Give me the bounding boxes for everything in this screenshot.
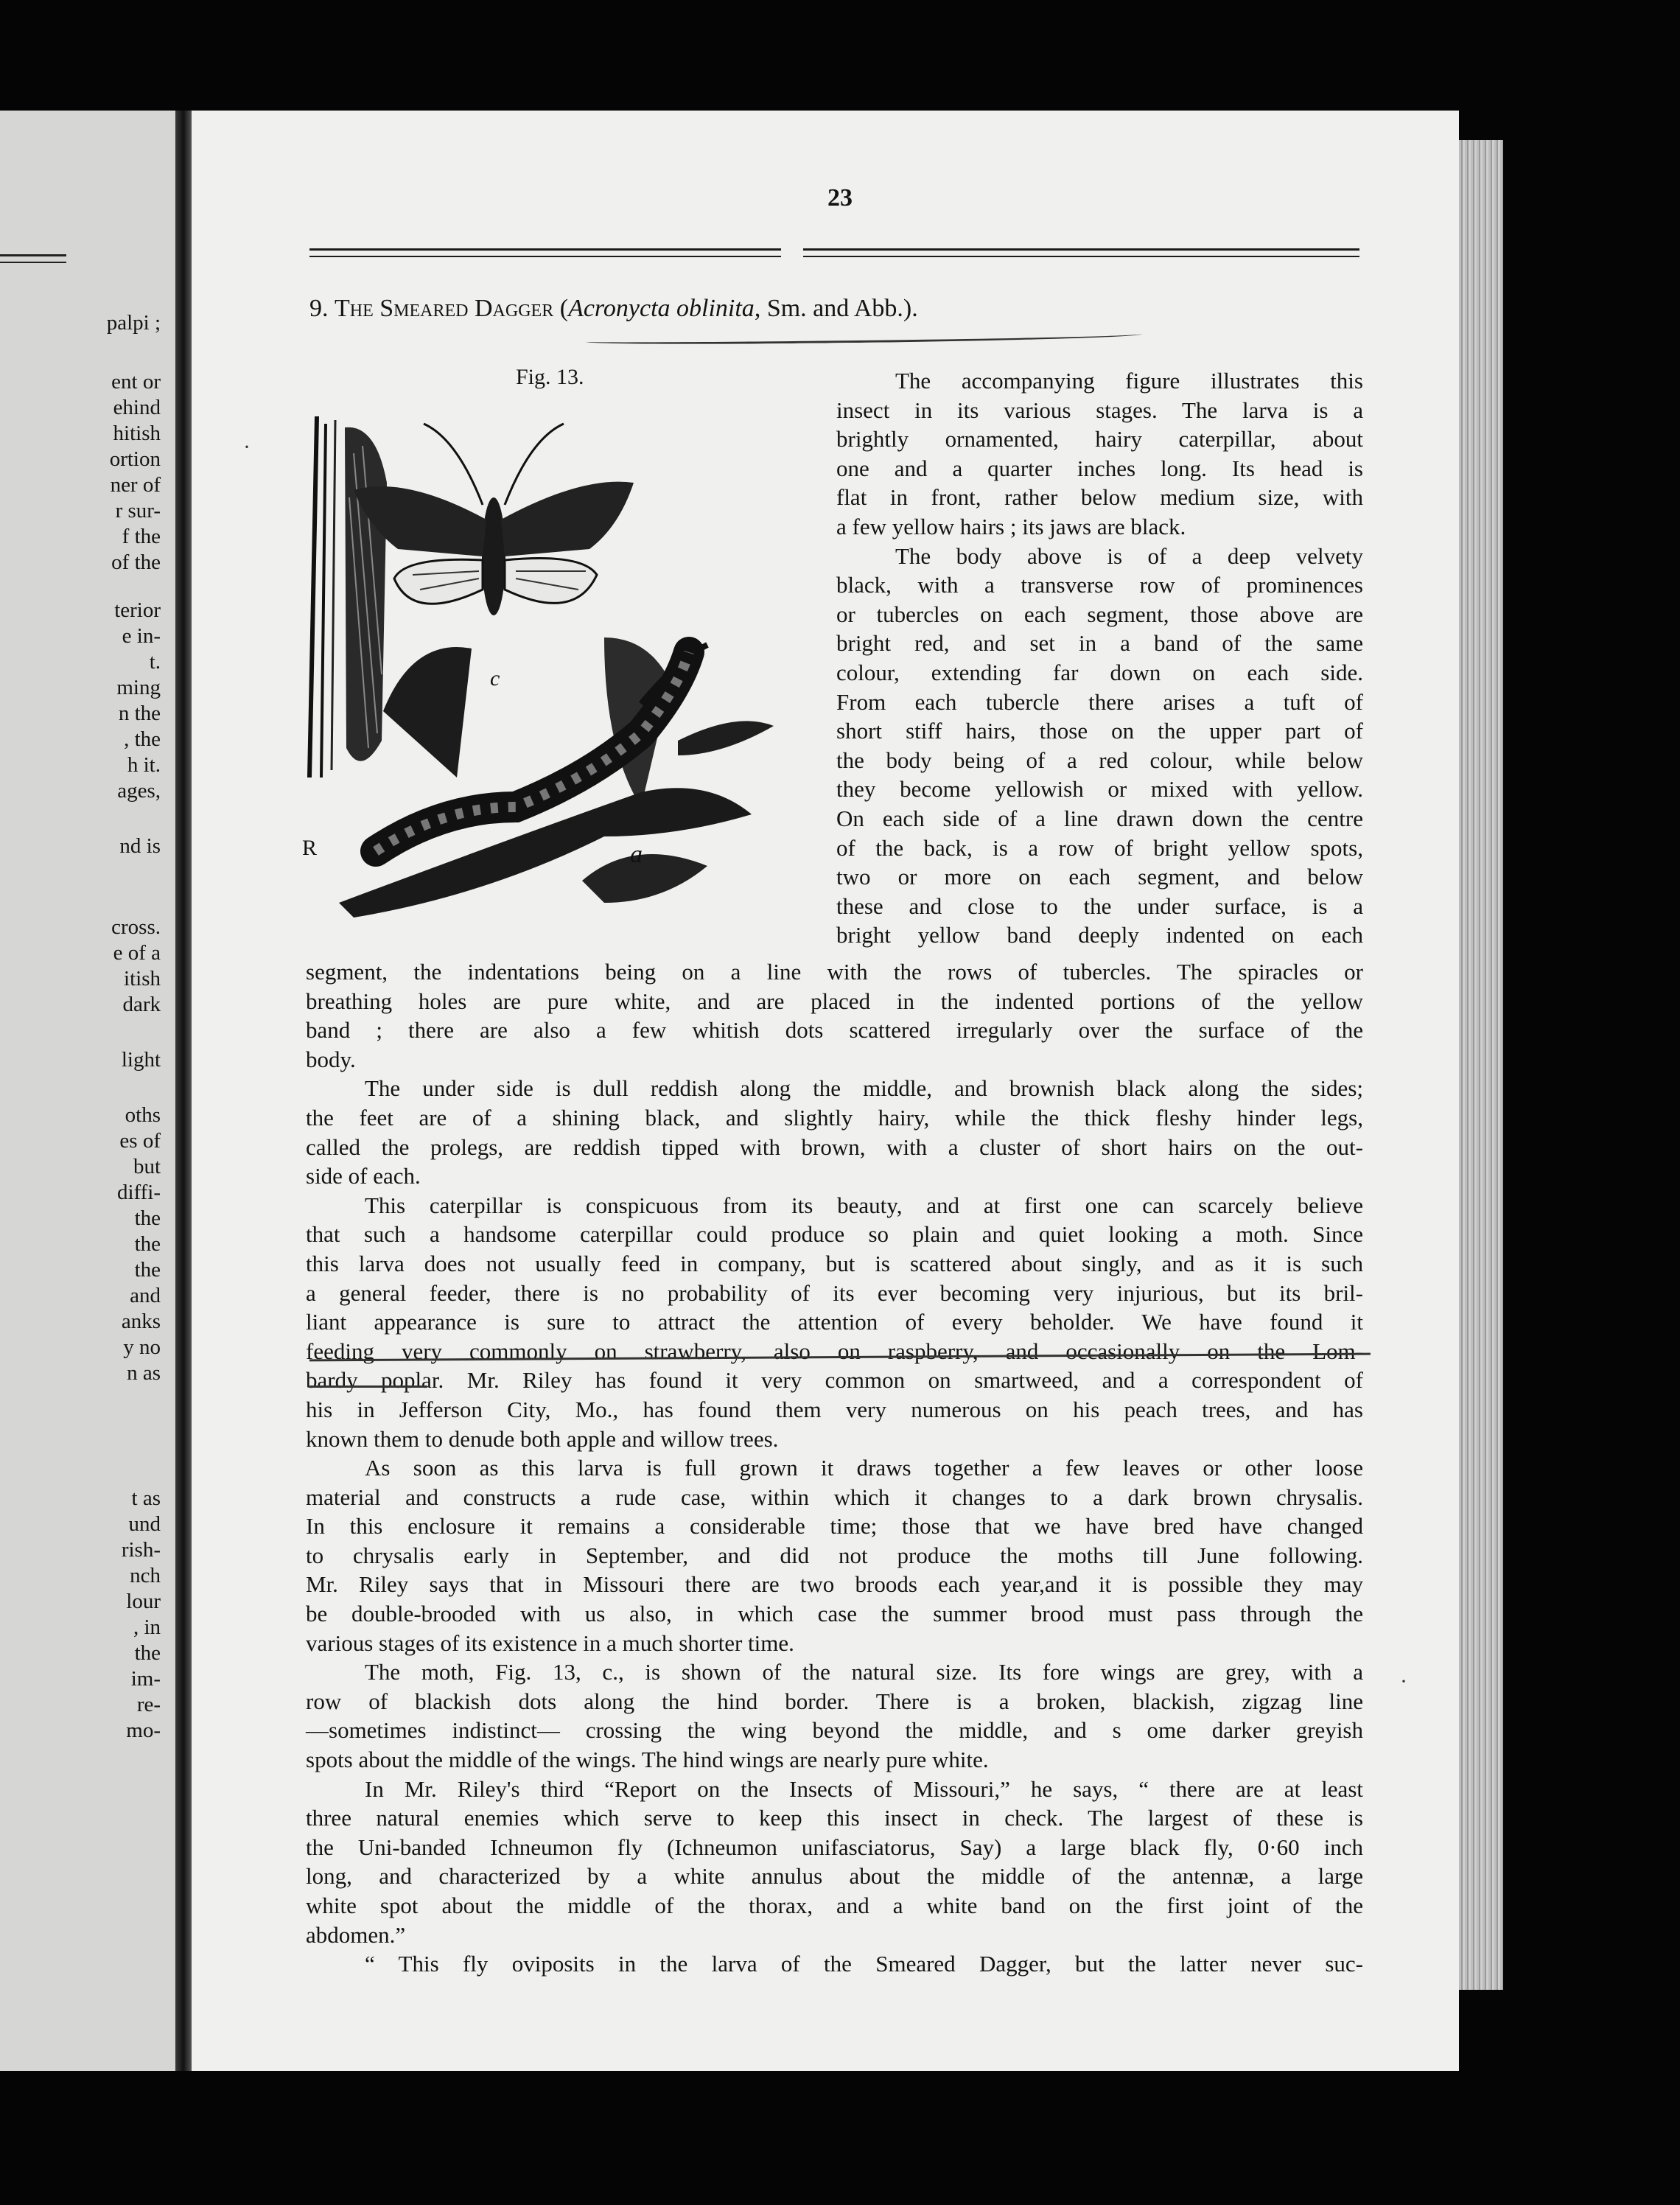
facing-page-text-fragment: anks bbox=[121, 1310, 161, 1333]
facing-page-text-fragment: ortion bbox=[109, 447, 161, 471]
latin-name: Acronycta oblinita bbox=[568, 295, 755, 322]
facing-page-rule bbox=[0, 262, 66, 263]
text-line: one and a quarter inches long. Its head is bbox=[836, 455, 1363, 481]
text-line: various stages of its existence in a much shorter time. bbox=[306, 1629, 794, 1656]
text-line: row of blackish dots along the hind border. There is a broken, blackish, zigzag line bbox=[306, 1688, 1363, 1714]
text-line: or tubercles on each segment, those above are bbox=[836, 601, 1363, 627]
section-name: The Smeared Dagger bbox=[335, 295, 554, 322]
engraver-monogram: R bbox=[302, 836, 318, 860]
text-line: “ This fly oviposits in the larva of the Smeared Dagger, but the latter never suc- bbox=[365, 1951, 1363, 1977]
section-number: 9. bbox=[309, 295, 329, 322]
facing-page-left bbox=[0, 111, 175, 2071]
text-line: white spot about the middle of the thorax, and a white band on the first joint of the bbox=[306, 1893, 1363, 1918]
text-line: liant appearance is sure to attract the attention of every beholder. We have found it bbox=[306, 1309, 1363, 1335]
text-line: bardy poplar. Mr. Riley has found it very common on smartweed, and a correspondent of bbox=[306, 1367, 1363, 1394]
text-line: body. bbox=[306, 1046, 356, 1072]
figure-13-illustration bbox=[295, 394, 811, 940]
facing-page-text-fragment: but bbox=[133, 1155, 161, 1178]
text-line: segment, the indentations being on a line with the rows of tubercles. The spiracles or bbox=[306, 959, 1363, 985]
margin-mark: · bbox=[1400, 1669, 1407, 1694]
text-block-full-width bbox=[306, 957, 1363, 1979]
text-line: material and constructs a rude case, within which it changes to a dark brown chrysalis. bbox=[306, 1484, 1363, 1510]
facing-page-text-fragment: r sur- bbox=[115, 499, 161, 523]
facing-page-text-fragment: ages, bbox=[117, 779, 161, 803]
text-line: Mr. Riley says that in Missouri there are two broods each year,and it is possible they may bbox=[306, 1571, 1363, 1598]
page-edges bbox=[1459, 140, 1503, 1990]
text-line: called the prolegs, are reddish tipped with brown, with a cluster of short hairs on the out- bbox=[306, 1133, 1363, 1160]
figure-letter-c: c bbox=[490, 666, 500, 691]
facing-page-text-fragment: dark bbox=[122, 993, 161, 1016]
text-line: a general feeder, there is no probability of its ever becoming very injurious, but its bril- bbox=[306, 1279, 1363, 1306]
text-line: colour, extending far down on each side. bbox=[836, 659, 1363, 685]
facing-page-text-fragment: the bbox=[134, 1232, 161, 1256]
facing-page-text-fragment: ehind bbox=[113, 396, 161, 419]
text-line: black, with a transverse row of prominences bbox=[836, 572, 1363, 598]
text-line: the Uni-banded Ichneumon fly (Ichneumon unifasciatorus, Say) a large black fly, 0·60 inch bbox=[306, 1834, 1363, 1860]
text-line: short stiff hairs, those on the upper part of bbox=[836, 718, 1363, 744]
text-line: From each tubercle there arises a tuft of bbox=[836, 688, 1363, 715]
facing-page-text-fragment: oths bbox=[125, 1103, 161, 1127]
book-gutter bbox=[175, 111, 192, 2071]
text-line: —sometimes indistinct— crossing the wing beyond the middle, and s ome darker greyish bbox=[306, 1717, 1363, 1744]
facing-page-text-fragment: hitish bbox=[113, 422, 161, 445]
facing-page-text-fragment: h it. bbox=[127, 753, 161, 777]
text-line: In Mr. Riley's third “Report on the Insects of Missouri,” he says, “ there are at least bbox=[365, 1775, 1363, 1802]
text-line: they become yellowish or mixed with yellow. bbox=[836, 776, 1363, 803]
facing-page-text-fragment: im- bbox=[130, 1667, 161, 1691]
facing-page-text-fragment: f the bbox=[122, 525, 161, 548]
text-line: On each side of a line drawn down the centre bbox=[836, 805, 1363, 831]
text-line: This caterpillar is conspicuous from its beauty, and at first one can scarcely believe bbox=[365, 1192, 1363, 1218]
text-line: these and close to the under surface, is a bbox=[836, 892, 1363, 919]
facing-page-text-fragment: lour bbox=[126, 1590, 161, 1613]
facing-page-text-fragment: diffi- bbox=[116, 1181, 161, 1204]
facing-page-text-fragment: itish bbox=[124, 967, 161, 990]
facing-page-text-fragment: re- bbox=[136, 1693, 161, 1716]
text-line: a few yellow hairs ; its jaws are black. bbox=[836, 513, 1186, 539]
facing-page-text-fragment: e in- bbox=[122, 624, 161, 648]
header-rule bbox=[803, 248, 1359, 251]
text-line: spots about the middle of the wings. The hind wings are nearly pure white. bbox=[306, 1747, 989, 1773]
facing-page-text-fragment: n the bbox=[118, 702, 161, 725]
facing-page-text-fragment: y no bbox=[123, 1335, 161, 1359]
text-line: breathing holes are pure white, and are placed in the indented portions of the yellow bbox=[306, 988, 1363, 1014]
text-line: insect in its various stages. The larva is a bbox=[836, 396, 1363, 423]
text-line: long, and characterized by a white annulus about the middle of the antennæ, a large bbox=[306, 1863, 1363, 1890]
cocoon-drawing bbox=[309, 416, 387, 777]
text-line: side of each. bbox=[306, 1163, 421, 1189]
facing-page-text-fragment: of the bbox=[111, 551, 161, 574]
facing-page-text-fragment: cross. bbox=[111, 915, 161, 939]
facing-page-rule bbox=[0, 254, 66, 256]
text-column-right bbox=[836, 366, 1363, 950]
text-line: two or more on each segment, and below bbox=[836, 864, 1363, 890]
facing-page-text-fragment: , the bbox=[124, 727, 161, 751]
header-rule bbox=[803, 256, 1359, 257]
authority: , Sm. and Abb.). bbox=[754, 295, 918, 322]
text-line: flat in front, rather below medium size, with bbox=[836, 484, 1363, 511]
text-line: this larva does not usually feed in company, but is scattered about singly, and as it is such bbox=[306, 1250, 1363, 1276]
text-line: of the back, is a row of bright yellow spots, bbox=[836, 834, 1363, 861]
text-line: known them to denude both apple and willow trees. bbox=[306, 1425, 779, 1452]
text-line: band ; there are also a few whitish dots scattered irregularly over the surface of the bbox=[306, 1017, 1363, 1044]
facing-page-text-fragment: nd is bbox=[119, 834, 161, 858]
facing-page-text-fragment: palpi ; bbox=[106, 311, 161, 335]
margin-mark: · bbox=[243, 435, 251, 459]
pencil-underline bbox=[309, 1385, 427, 1388]
facing-page-text-fragment: ent or bbox=[111, 370, 161, 394]
text-line: As soon as this larva is full grown it draws together a few leaves or other loose bbox=[365, 1455, 1363, 1481]
facing-page-text-fragment: terior bbox=[114, 598, 161, 622]
facing-page-text-fragment: , in bbox=[133, 1615, 161, 1639]
text-line: The moth, Fig. 13, c., is shown of the natural size. Its fore wings are grey, with a bbox=[365, 1659, 1363, 1685]
facing-page-text-fragment: ner of bbox=[110, 473, 161, 497]
header-rule bbox=[309, 248, 781, 251]
facing-page-text-fragment: the bbox=[134, 1641, 161, 1665]
facing-page-text-fragment: the bbox=[134, 1206, 161, 1230]
caterpillar-drawing bbox=[339, 637, 774, 918]
paren-open: ( bbox=[559, 295, 569, 322]
facing-page-text-fragment: n as bbox=[127, 1361, 161, 1385]
facing-page-text-fragment: t. bbox=[149, 650, 161, 674]
facing-page-text-fragment: the bbox=[134, 1258, 161, 1282]
text-line: bright red, and set in a band of the same bbox=[836, 630, 1363, 657]
text-line: the body being of a red colour, while below bbox=[836, 747, 1363, 773]
facing-page-text-fragment: t as bbox=[131, 1486, 161, 1510]
text-line: In this enclosure it remains a considerable time; those that we have bred have changed bbox=[306, 1513, 1363, 1540]
text-line: that such a handsome caterpillar could produce so plain and quiet looking a moth. Since bbox=[306, 1221, 1363, 1248]
figure-label: Fig. 13. bbox=[516, 365, 584, 389]
header-rule bbox=[309, 256, 781, 257]
text-line: abdomen.” bbox=[306, 1921, 406, 1948]
facing-page-text-fragment: nch bbox=[130, 1564, 161, 1587]
facing-page-text-fragment: ming bbox=[116, 676, 161, 699]
page-number: 23 bbox=[827, 184, 853, 212]
text-line: feeding very commonly on strawberry, also on raspberry, and occasionally on the Lom- bbox=[306, 1338, 1363, 1364]
facing-page-text-fragment: es of bbox=[119, 1129, 161, 1153]
section-title bbox=[309, 295, 1415, 323]
text-line: the feet are of a shining black, and slightly hairy, while the thick fleshy hinder legs, bbox=[306, 1104, 1363, 1131]
text-line: brightly ornamented, hairy caterpillar, about bbox=[836, 426, 1363, 452]
text-line: be double-brooded with us also, in which case the summer brood must pass through the bbox=[306, 1601, 1363, 1627]
facing-page-text-fragment: mo- bbox=[126, 1719, 161, 1742]
text-line: to chrysalis early in September, and did not produce the moths till June following. bbox=[306, 1542, 1363, 1568]
facing-page-text-fragment: e of a bbox=[113, 941, 161, 965]
facing-page-text-fragment: and bbox=[130, 1284, 161, 1307]
facing-page-text-fragment: und bbox=[128, 1512, 161, 1536]
facing-page-text-fragment: light bbox=[121, 1048, 161, 1072]
text-line: three natural enemies which serve to keep this insect in check. The largest of these is bbox=[306, 1805, 1363, 1831]
text-line: The body above is of a deep velvety bbox=[895, 542, 1363, 569]
text-line: The accompanying figure illustrates this bbox=[895, 368, 1363, 394]
text-line: his in Jefferson City, Mo., has found them very numerous on his peach trees, and has bbox=[306, 1396, 1363, 1422]
text-line: bright yellow band deeply indented on each bbox=[836, 922, 1363, 948]
moth-drawing bbox=[354, 424, 634, 615]
facing-page-text-fragment: rish- bbox=[121, 1538, 161, 1562]
figure-letter-a: a bbox=[630, 841, 643, 868]
text-line: The under side is dull reddish along the middle, and brownish black along the sides; bbox=[365, 1075, 1363, 1102]
